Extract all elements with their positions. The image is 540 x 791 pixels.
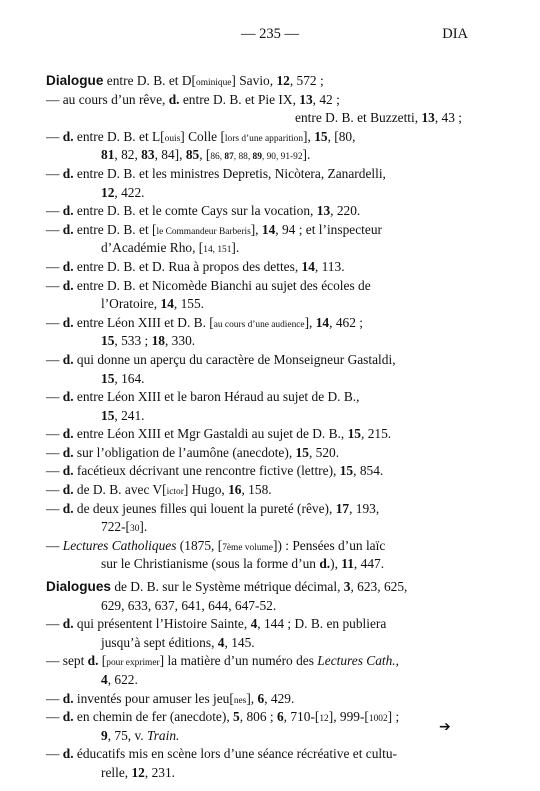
page-number: — 235 — [241, 26, 299, 42]
index-entry-line: d’Académie Rho, [14, 151]. [101, 240, 240, 256]
index-entry-line: 629, 633, 637, 641, 644, 647-52. [101, 597, 277, 613]
index-entry-line: — sept d. [pour exprimer] la matière d’un numéro des Lectures Cath., [46, 653, 400, 669]
index-entry-line: sur le Christianisme (sous la forme d’un d.), 11, 447. [101, 556, 385, 572]
index-entry-line: 15, 241. [101, 407, 145, 423]
index-entry-line: — d. entre Léon XIII et le baron Héraud au sujet de D. B., [46, 389, 360, 405]
index-entry-line: — d. sur l’obligation de l’aumône (anecdote), 15, 520. [46, 444, 340, 460]
index-entry-line: — d. entre Léon XIII et D. B. [au cours d’une audience], 14, 462 ; [46, 314, 363, 330]
index-entries [46, 72, 464, 783]
index-entry-line: — d. de D. B. avec V[ictor] Hugo, 16, 158. [46, 482, 272, 498]
index-entry-line: — d. qui donne un aperçu du caractère de Monseigneur Gastaldi, [46, 351, 396, 367]
index-entry-line: — d. inventés pour amuser les jeu[nes], 6, 429. [46, 690, 295, 706]
index-entry-line: — d. en chemin de fer (anecdote), 5, 806 ; 6, 710-[12], 999-[1002] ; [46, 709, 400, 725]
index-entry-line: — d. entre D. B. et les ministres Depretis, Nicòtera, Zanardelli, [46, 165, 386, 181]
index-entry-line: 12, 422. [101, 184, 145, 200]
index-entry-line: — au cours d’un rêve, d. entre D. B. et Pie IX, 13, 42 ; [46, 91, 340, 107]
index-entry-line: 722-[30]. [101, 519, 148, 535]
index-entry-line: entre D. B. et Buzzetti, 13, 43 ; [295, 110, 462, 126]
index-entry-line: jusqu’à sept éditions, 4, 145. [101, 634, 255, 650]
index-entry-line: — d. entre D. B. et L[ouis] Colle [lors d’une apparition], 15, [80, [46, 128, 356, 144]
index-entry-line: — d. entre D. B. et [le Commandeur Barberis], 14, 94 ; et l’inspecteur [46, 221, 382, 237]
index-entry-line: — d. entre D. B. et Nicomède Bianchi au sujet des écoles de [46, 277, 371, 293]
index-entry-line: — d. entre D. B. et D. Rua à propos des dettes, 14, 113. [46, 258, 345, 274]
page-header [0, 26, 540, 46]
index-entry-line: 4, 622. [101, 672, 138, 687]
index-entry-line: — d. entre D. B. et le comte Cays sur la vocation, 13, 220. [46, 203, 361, 219]
index-entry-line: Dialogue entre D. B. et D[ominique] Savio, 12, 572 ; [46, 73, 324, 88]
index-entry-line: 15, 533 ; 18, 330. [101, 333, 196, 349]
index-entry-line: relle, 12, 231. [101, 764, 176, 780]
index-entry-line: — d. entre Léon XIII et Mgr Gastaldi au sujet de D. B., 15, 215. [46, 426, 392, 442]
index-entry-line: 9, 75, v. Train. [101, 727, 180, 743]
index-entry-line: — d. de deux jeunes filles qui louent la pureté (rêve), 17, 193, [46, 500, 380, 516]
index-entry-line: Dialogues de D. B. sur le Système métrique décimal, 3, 623, 625, [46, 579, 408, 595]
index-entry-line: l’Oratoire, 14, 155. [101, 296, 205, 312]
index-entry-line: — d. facétieux décrivant une rencontre fictive (lettre), 15, 854. [46, 463, 384, 479]
index-entry-line: — d. éducatifs mis en scène lors d’une séance récréative et cultu- [46, 746, 398, 762]
index-entry-line: — Lectures Catholiques (1875, [7ème volume]) : Pensées d’un laïc [46, 537, 386, 553]
index-entry-line: — d. qui présentent l’Histoire Sainte, 4, 144 ; D. B. en publiera [46, 616, 387, 632]
continuation-arrow-icon: ➔ [439, 719, 451, 735]
index-entry-line: 15, 164. [101, 370, 145, 386]
index-entry-line: 81, 82, 83, 84], 85, [86, 87, 88, 89, 90, 91-92]. [101, 147, 311, 163]
section-letters: DIA [442, 26, 468, 42]
